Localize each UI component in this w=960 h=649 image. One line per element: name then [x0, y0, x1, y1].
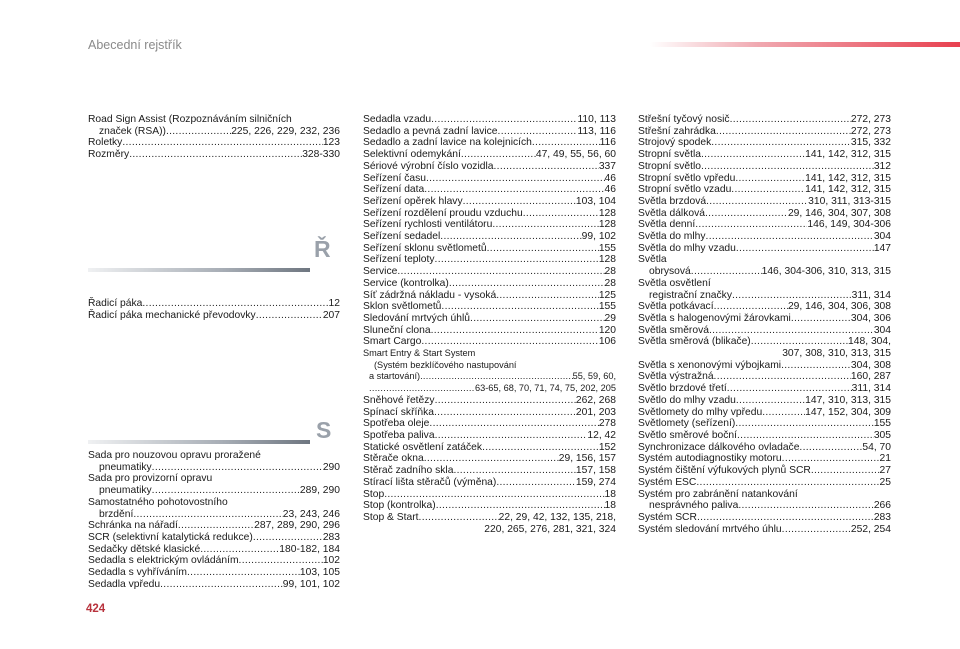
entry-pages: 283: [322, 531, 340, 543]
index-entry: [363, 137, 616, 149]
index-column-1: [88, 114, 340, 161]
entry-pages: 147, 152, 304, 309: [805, 406, 891, 418]
entry-term: Sedadla s vyhříváním: [88, 567, 188, 579]
entry-pages: 103, 104: [575, 195, 616, 207]
index-list: [638, 512, 891, 535]
index-entry: [88, 149, 340, 161]
index-entry: [638, 126, 891, 138]
index-entry: [88, 532, 340, 544]
index-list: [638, 114, 891, 254]
entry-pages: 128: [598, 219, 616, 231]
entry-term: Řadicí páka mechanické převodovky: [88, 309, 256, 321]
entry-term: Systém SCR: [638, 511, 697, 523]
entry-pages: 125: [598, 289, 616, 301]
entry-term: Sedačky dětské klasické: [88, 543, 201, 555]
entry-pages: 148, 304,: [848, 336, 891, 348]
entry-pages: 25: [879, 476, 891, 488]
index-entry: [363, 512, 616, 524]
entry-term: Světla směrová (blikače): [638, 336, 751, 348]
entry-term: Střešní tyčový nosič: [638, 114, 730, 125]
index-entry: [638, 430, 891, 442]
entry-pages: 54, 70: [862, 441, 891, 453]
index-column-1-r: [88, 298, 340, 321]
index-entry: [638, 336, 891, 348]
entry-pages: 120: [598, 324, 616, 336]
index-entry: Road Sign Assist (Rozpoznáváním silničních: [88, 114, 292, 125]
entry-term: Seřízení času: [363, 172, 426, 184]
entry-pages: 155: [598, 242, 616, 254]
entry-term: Sedadla s elektrickým ovládáním: [88, 555, 239, 567]
entry-term: Synchronizace dálkového ovladače: [638, 441, 800, 453]
entry-term: Stropní světlo: [638, 160, 701, 172]
entry-term: Sledování mrtvých úhlů: [363, 312, 471, 324]
entry-pages: 278: [598, 418, 616, 430]
index-entry: [363, 325, 616, 337]
index-entry: [638, 243, 891, 255]
index-entry: Smart Entry & Start System: [363, 348, 476, 359]
index-entry: Systém pro zabránění natankování: [638, 488, 798, 500]
entry-term: Selektivní odemykání: [363, 149, 461, 161]
entry-term: Sklon světlometů: [363, 301, 442, 313]
entry-pages: 141, 142, 312, 315: [805, 172, 891, 184]
index-entry: Sada pro nouzovou opravu proražené: [88, 450, 261, 461]
index-entry: [638, 231, 891, 243]
entry-term: pneumatiky: [99, 461, 152, 473]
entry-pages: 18: [604, 500, 616, 512]
entry-pages: 29, 156, 157: [558, 453, 616, 465]
index-entry: Samostatného pohotovostního: [88, 496, 228, 508]
index-entry: [363, 184, 616, 196]
entry-term: Stropní světlo vpředu: [638, 172, 736, 184]
entry-pages: 157, 158: [575, 465, 616, 477]
index-entry: [638, 266, 891, 278]
entry-pages: 146, 304-306, 310, 313, 315: [761, 266, 891, 278]
index-entry: [363, 278, 616, 290]
section-divider: [88, 440, 310, 444]
entry-pages: 290: [322, 461, 340, 473]
index-entry: [88, 544, 340, 556]
entry-term: Systém sledování mrtvého úhlu: [638, 523, 782, 535]
entry-pages: 28: [604, 266, 616, 278]
index-entry: [88, 126, 340, 138]
index-entry: [638, 325, 891, 337]
index-entry: [363, 301, 616, 313]
index-entry: [88, 137, 340, 149]
entry-term: Sériové výrobní číslo vozidla: [363, 160, 494, 172]
index-entry: [88, 298, 340, 310]
index-list: [638, 301, 891, 336]
index-entry: [88, 567, 340, 579]
entry-pages: 141, 142, 312, 315: [805, 184, 891, 196]
entry-term: Seřízení sklonu světlometů: [363, 242, 487, 254]
page-number: 424: [86, 603, 106, 615]
entry-pages: 46: [604, 172, 616, 184]
index-entry: [363, 313, 616, 325]
entry-pages: 304: [873, 324, 891, 336]
entry-pages: 225, 226, 229, 232, 236: [231, 125, 340, 137]
index-entry: [363, 126, 616, 138]
entry-term: Řadicí páka: [88, 298, 143, 309]
entry-term: Světla do mlhy: [638, 231, 706, 243]
index-entry: [363, 290, 616, 302]
entry-term: nesprávného paliva: [649, 500, 739, 512]
entry-pages: 155: [598, 301, 616, 313]
index-entry: [363, 161, 616, 173]
index-entry: [363, 266, 616, 278]
entry-term: registrační značky: [649, 289, 732, 301]
index-column-2: [363, 114, 616, 535]
index-entry: [638, 418, 891, 430]
entry-pages: 113, 116: [577, 125, 616, 137]
index-entry: [638, 137, 891, 149]
index-entry: [363, 208, 616, 220]
entry-term: Střešní zahrádka: [638, 125, 716, 137]
index-entry: [363, 243, 616, 255]
index-entry: [638, 524, 891, 536]
entry-term: Světlomety (seřízení): [638, 418, 736, 430]
index-entry: [363, 453, 616, 465]
index-entry: [638, 477, 891, 489]
entry-term: Světlo směrové boční: [638, 429, 738, 441]
index-entry: [363, 173, 616, 185]
entry-term: Sedadla vzadu: [363, 114, 432, 125]
entry-term: obrysová: [649, 266, 691, 278]
index-entry: [363, 254, 616, 266]
index-entry: [638, 383, 891, 395]
index-entry: [363, 196, 616, 208]
entry-pages: 12, 42: [587, 429, 616, 441]
entry-pages: 27: [879, 465, 891, 477]
index-entry: [638, 512, 891, 524]
entry-pages: 315, 332: [850, 137, 891, 149]
index-entry: [638, 465, 891, 477]
header-accent-bar: [650, 42, 960, 47]
entry-pages: 289, 290: [299, 485, 340, 497]
entry-pages: 283: [873, 511, 891, 523]
index-entry: [363, 500, 616, 512]
entry-term: Světla do mlhy vzadu: [638, 242, 736, 254]
index-entry: [363, 442, 616, 454]
entry-term: Světlo do mlhy vzadu: [638, 394, 736, 406]
entry-term: Světla denní: [638, 219, 696, 231]
index-entry: [638, 114, 891, 126]
entry-term: Stropní světla: [638, 149, 701, 161]
entry-term: Sedadlo a pevná zadní lavice: [363, 125, 498, 137]
entry-pages: 29, 146, 304, 306, 308: [787, 301, 891, 313]
index-entry: [363, 219, 616, 231]
entry-term: Rozměry: [88, 149, 130, 161]
entry-term: Sedadla vpředu: [88, 578, 161, 590]
entry-term: Stop: [363, 488, 385, 500]
entry-term: Světlo brzdové třetí: [638, 383, 727, 395]
entry-term: Sněhové řetězy: [363, 394, 435, 406]
entry-pages: 262, 268: [575, 394, 616, 406]
index-entry: [363, 371, 616, 383]
entry-term: Světla výstražná: [638, 371, 714, 383]
index-list: [363, 114, 616, 348]
index-entry: [363, 114, 616, 126]
index-entry: Světla osvětlení: [638, 277, 711, 289]
index-entry: [638, 301, 891, 313]
entry-term: Světla brzdová: [638, 195, 707, 207]
entry-term: Seřízení rychlosti ventilátoru: [363, 219, 493, 231]
entry-pages: 207: [322, 309, 340, 321]
index-entry: [363, 231, 616, 243]
entry-term: Stírací lišta stěračů (výměna): [363, 476, 497, 488]
index-column-3: [638, 114, 891, 535]
entry-pages: 99, 102: [581, 231, 616, 243]
entry-term: Světla potkávací: [638, 301, 714, 313]
index-entry: [88, 520, 340, 532]
index-entry: [363, 477, 616, 489]
entry-term: a startování): [369, 371, 421, 382]
index-entry: [363, 407, 616, 419]
entry-pages: 201, 203: [575, 406, 616, 418]
index-entry: [88, 555, 340, 567]
entry-pages: 102: [322, 555, 340, 567]
entry-term: Seřízení rozdělení proudu vzduchu: [363, 207, 523, 219]
index-entry: [88, 310, 340, 322]
entry-term: Schránka na nářadí: [88, 520, 178, 532]
entry-pages: 110, 113: [577, 114, 616, 125]
entry-pages: 47, 49, 55, 56, 60: [535, 149, 616, 161]
entry-term: značek (RSA)): [99, 125, 166, 137]
entry-term: Sedadlo a zadní lavice na kolejnicích: [363, 137, 532, 149]
entry-term: Statické osvětlení zatáček: [363, 441, 483, 453]
entry-pages: 55, 59, 60,: [572, 371, 616, 382]
entry-pages: 337: [598, 160, 616, 172]
index-entry: [638, 395, 891, 407]
index-entry: Světla: [638, 254, 667, 266]
entry-pages: 311, 314: [851, 383, 891, 395]
index-entry: [638, 219, 891, 231]
header-title: Abecední rejstřík: [88, 38, 182, 52]
entry-term: Seřízení opěrek hlavy: [363, 195, 463, 207]
entry-term: pneumatiky: [99, 485, 152, 497]
index-entry: [638, 371, 891, 383]
entry-term: Stropní světlo vzadu: [638, 184, 732, 196]
entry-term: Stěrače okna: [363, 453, 424, 465]
entry-pages: 141, 142, 312, 315: [805, 149, 891, 161]
entry-pages: 152: [598, 441, 616, 453]
index-entry: [363, 430, 616, 442]
entry-pages: 304, 308: [850, 359, 891, 371]
entry-term: Světla dálková: [638, 207, 705, 219]
entry-term: Stop (kontrolka): [363, 500, 436, 512]
entry-pages: 116: [599, 137, 616, 149]
index-entry: [88, 579, 340, 591]
entry-term: Světla s halogenovými žárovkami: [638, 312, 791, 324]
entry-term: Service: [363, 266, 398, 278]
entry-term: Spotřeba paliva: [363, 429, 435, 441]
entry-term: Seřízení teploty: [363, 254, 435, 266]
entry-term: Systém čištění výfukových plynů SCR: [638, 465, 811, 477]
entry-pages: 128: [598, 254, 616, 266]
entry-pages: 312: [873, 160, 891, 172]
index-entry: [363, 383, 616, 395]
entry-pages: 106: [598, 336, 616, 348]
entry-pages: 304, 306: [850, 312, 891, 324]
entry-pages: 18: [604, 488, 616, 500]
index-entry: [363, 489, 616, 501]
index-entry: [638, 161, 891, 173]
entry-pages: 99, 101, 102: [282, 578, 340, 590]
index-entry: [638, 184, 891, 196]
entry-term: Smart Cargo: [363, 336, 422, 348]
entry-term: brzdění: [99, 508, 134, 520]
section-divider: [88, 268, 310, 272]
section-letter-r-hacek: Ř: [314, 236, 331, 262]
entry-pages: 304: [873, 231, 891, 243]
entry-term: Sluneční clona: [363, 324, 431, 336]
entry-pages: 22, 29, 42, 132, 135, 218,: [498, 511, 616, 523]
index-entry: 220, 265, 276, 281, 321, 324: [484, 523, 616, 535]
entry-term: Systém autodiagnostiky motoru: [638, 453, 782, 465]
index-entry: Sada pro provizorní opravu: [88, 473, 213, 485]
entry-term: Stěrač zadního skla: [363, 465, 454, 477]
entry-pages: 46: [604, 184, 616, 196]
index-column-1-s: [88, 450, 340, 590]
index-entry: [638, 453, 891, 465]
entry-term: Service (kontrolka): [363, 277, 449, 289]
entry-pages: 272, 273: [850, 125, 891, 137]
index-entry: [363, 149, 616, 161]
entry-pages: 29: [604, 312, 616, 324]
index-list: [638, 360, 891, 489]
entry-pages: 23, 243, 246: [282, 508, 340, 520]
entry-term: Spínací skříňka: [363, 406, 434, 418]
entry-pages: 128: [598, 207, 616, 219]
index-entry: [88, 485, 340, 497]
index-entry: [363, 465, 616, 477]
index-entry: [88, 509, 340, 521]
entry-pages: 266: [873, 500, 891, 512]
entry-pages: 155: [873, 418, 891, 430]
index-entry: [88, 462, 340, 474]
entry-pages: 123: [322, 137, 340, 149]
index-entry: [638, 313, 891, 325]
entry-pages: 252, 254: [850, 523, 891, 535]
index-entry: (Systém bezklíčového nastupování: [374, 359, 517, 370]
entry-term: Systém ESC: [638, 476, 697, 488]
entry-term: Roletky: [88, 137, 123, 149]
index-entry: [638, 173, 891, 185]
entry-pages: 147: [873, 242, 891, 254]
entry-term: Seřízení data: [363, 184, 425, 196]
index-entry: [638, 360, 891, 372]
entry-pages: 305: [873, 429, 891, 441]
entry-pages: 12: [328, 298, 340, 309]
entry-term: Spotřeba oleje: [363, 418, 430, 430]
index-entry: [638, 290, 891, 302]
entry-pages: 310, 311, 313-315: [808, 195, 891, 207]
entry-pages: 28: [604, 277, 616, 289]
entry-term: Seřízení sedadel: [363, 231, 441, 243]
entry-term: SCR (selektivní katalytická redukce): [88, 531, 253, 543]
section-letter-s: S: [316, 417, 332, 443]
entry-term: Síť zádržná nákladu - vysoká: [363, 289, 497, 301]
index-entry: 307, 308, 310, 313, 315: [782, 348, 891, 360]
entry-term: Strojový spodek: [638, 137, 712, 149]
entry-pages: 328-330: [302, 149, 340, 161]
entry-pages: 29, 146, 304, 307, 308: [787, 207, 891, 219]
index-entry: [638, 500, 891, 512]
index-entry: [638, 149, 891, 161]
entry-term: Světla směrová: [638, 324, 709, 336]
entry-term: Světlomety do mlhy vpředu: [638, 406, 763, 418]
index-list: [363, 395, 616, 512]
entry-pages: 159, 274: [575, 476, 616, 488]
index-entry: [363, 418, 616, 430]
index-entry: [638, 407, 891, 419]
entry-pages: 272, 273: [850, 114, 891, 125]
entry-pages: 287, 289, 290, 296: [254, 520, 340, 532]
entry-pages: 180-182, 184: [279, 543, 340, 555]
index-entry: [638, 196, 891, 208]
index-entry: [638, 208, 891, 220]
entry-pages: 311, 314: [851, 289, 891, 301]
entry-pages: 63-65, 68, 70, 71, 74, 75, 202, 205: [475, 383, 616, 394]
index-entry: [638, 442, 891, 454]
entry-pages: 146, 149, 304-306: [807, 219, 891, 231]
index-entry: [363, 395, 616, 407]
index-entry: [363, 336, 616, 348]
entry-pages: 21: [879, 453, 891, 465]
entry-term: Stop & Start: [363, 511, 419, 523]
entry-term: Světla s xenonovými výbojkami: [638, 359, 782, 371]
entry-pages: 147, 310, 313, 315: [805, 394, 891, 406]
entry-pages: 160, 287: [850, 371, 891, 383]
entry-pages: 103, 105: [299, 567, 340, 579]
